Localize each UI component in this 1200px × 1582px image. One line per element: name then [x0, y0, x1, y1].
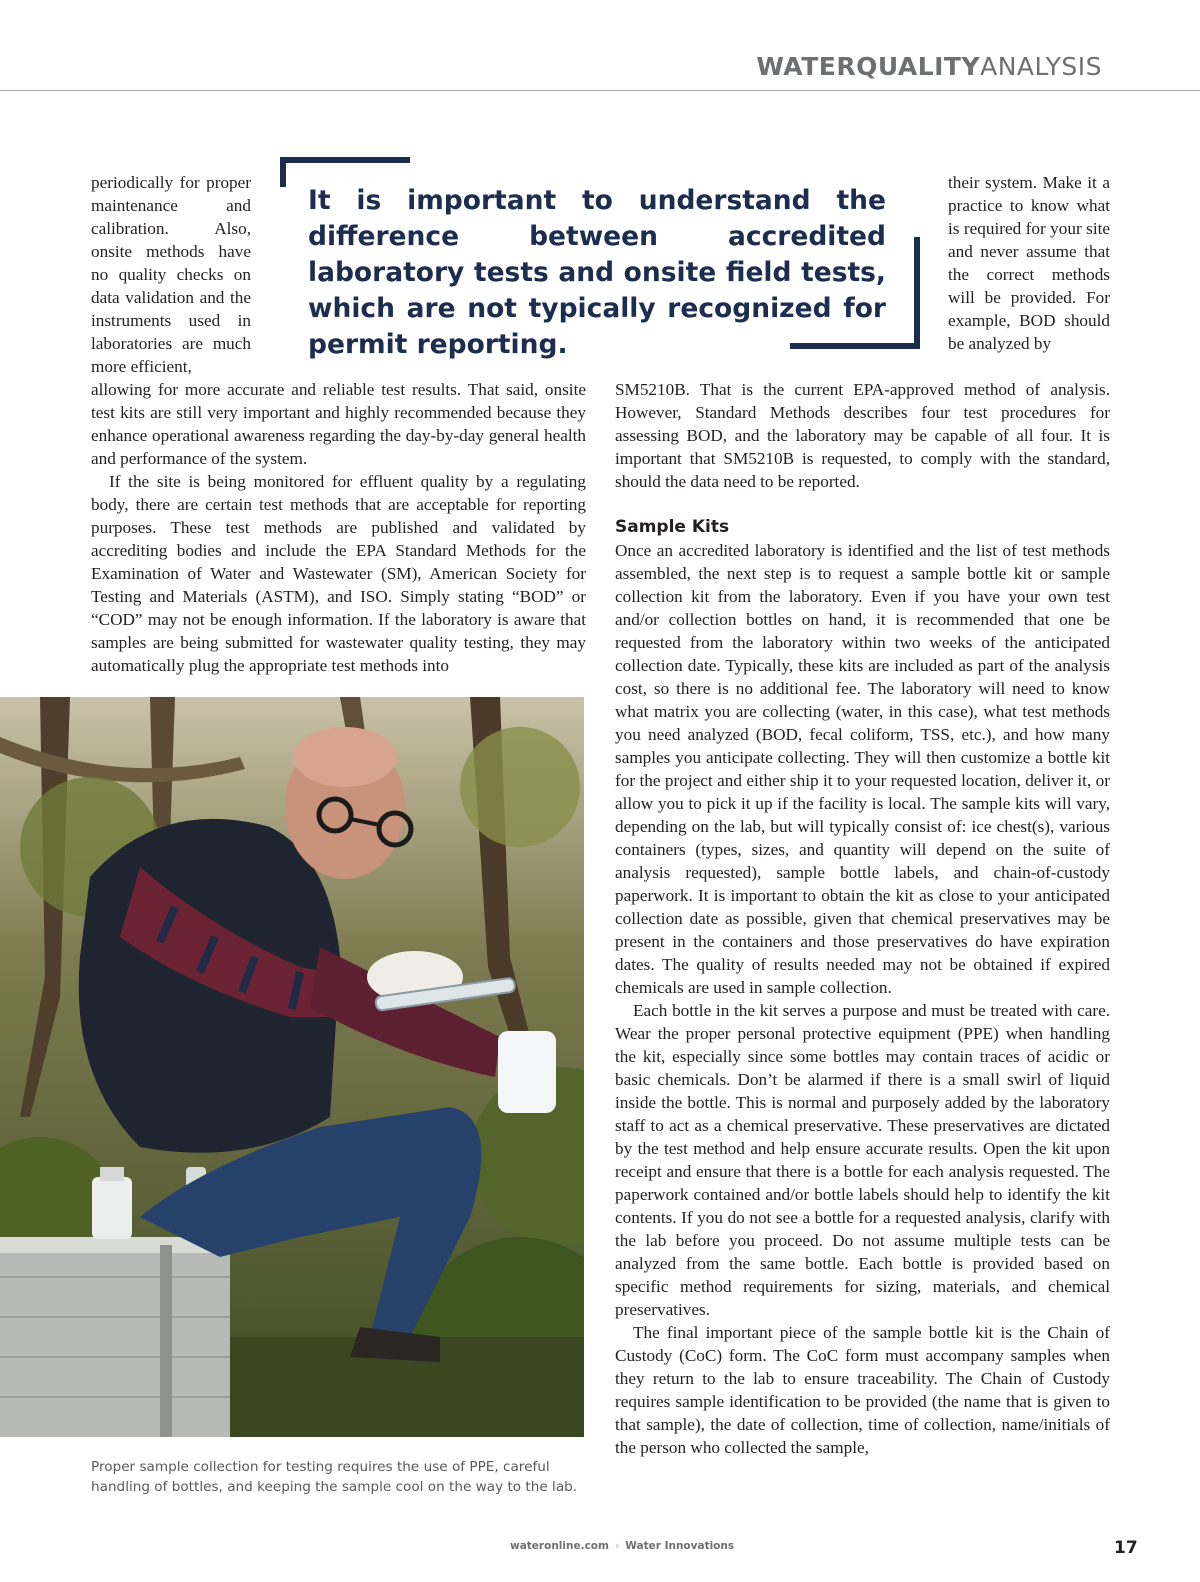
left-paragraph-1: allowing for more accurate and reliable test results. That said, onsite test kits are still very important and highly recommended because they enhance operational awareness regarding the day-by-day general health and performance of the system.	[91, 380, 586, 468]
section-heading: Sample Kits	[615, 517, 730, 537]
field-sampling-photo	[0, 697, 584, 1437]
running-header	[756, 52, 1102, 81]
right-paragraph-1: Once an accredited laboratory is identified and the list of test methods assembled, the next step is to request a sample bottle kit or sample collection kit from the laboratory. Even if you have your own test and/or collection bottles on hand, it is recommended that one be requested from the laboratory within two weeks of the anticipated collection date. Typically, these kits are included as part of the analysis cost, so there is no additional fee. The laboratory will need to know what matrix you are collecting (water, in this case), what test methods you need analyzed (BOD, fecal coliform, TSS, etc.), and how many samples you anticipate collecting. They will then customize a bottle kit for the project and either ship it to your requested location, deliver it, or allow you to pick it up if the facility is local. The sample kits will vary, depending on the lab, but will typically consist of: ice chest(s), various containers (types, sizes, and quantity will depend on the suite of analysis requested), sample bottle labels, and chain-of-custody paperwork. It is important to obtain the kit as close to your anticipated collection date as possible, given that chemical preservatives may be present in the containers and those preservatives do have expiration dates. The quality of results needed may not be obtained if expired chemicals are used in sample collection.	[615, 541, 1110, 997]
footer-separator: ›	[614, 1540, 620, 1552]
footer-site: wateronline.com	[510, 1540, 609, 1552]
page-footer	[510, 1540, 734, 1552]
left-paragraph-2: If the site is being monitored for effluent quality by a regulating body, there are certain test methods that are acceptable for reporting purposes. These test methods are published and validated by accrediting bodies and include the EPA Standard Methods for the Examination of Water and Wastewater (SM), American Society for Testing and Materials (ASTM), and ISO. Simply stating “BOD” or “COD” may not be enough information. If the laboratory is aware that samples are being submitted for wastewater quality testing, they may automatically plug the appropriate test methods into	[91, 472, 586, 675]
right-paragraph-2: Each bottle in the kit serves a purpose and must be treated with care. Wear the proper personal protective equipment (PPE) when handling the kit, especially since some bottles may contain traces of acidic or basic chemicals. Don’t be alarmed if there is a small swirl of liquid inside the bottle. This is normal and purposely added by the laboratory staff to act as a chemical preservative. These preservatives are dictated by the test method and help ensure accurate results. Open the kit upon receipt and ensure that there is a bottle for each analysis requested. The paperwork contained and/or bottle labels should help to identify the kit contents. If you do not see a bottle for a requested analysis, clarify with the lab before you proceed. Do not assume multiple tests can be analyzed from the same bottle. Each bottle is provided based on specific method requirements for sizing, materials, and chemical preservatives.	[615, 1001, 1110, 1319]
right-column	[615, 516, 1110, 1459]
pull-quote-bracket-top	[280, 157, 410, 163]
pull-quote-text: It is important to understand the difference between accredited laboratory tests and onsite field tests, which are not typically recognized for permit reporting.	[308, 185, 886, 360]
page-number: 17	[1114, 1538, 1138, 1558]
header-rule	[0, 90, 1200, 91]
pull-quote-bracket-left	[280, 157, 286, 187]
narrow-left-text: periodically for proper maintenance and calibration. Also, onsite methods have no quality checks on data validation and the instruments used in laboratories are much more efficient,	[91, 173, 251, 376]
photo-caption: Proper sample collection for testing requires the use of PPE, careful handling of bottles, and keeping the sample cool on the way to the lab.	[91, 1458, 578, 1495]
right-paragraph-3: The final important piece of the sample bottle kit is the Chain of Custody (CoC) form. The CoC form must accompany samples when they return to the lab to ensure traceability. The Chain of Custody requires sample identification to be provided (the name that is given to that sample), the date of collection, time of collection, name/initials of the person who collected the sample,	[615, 1323, 1110, 1457]
pull-quote-bracket-right	[914, 237, 920, 349]
right-paragraph-top: SM5210B. That is the current EPA-approved method of analysis. However, Standard Methods describes four test procedures for assessing BOD, and the laboratory may be capable of all four. It is important that SM5210B is requested, to comply with the standard, should the data need to be reported.	[615, 380, 1110, 491]
header-light: ANALYSIS	[980, 52, 1102, 81]
left-column	[91, 378, 586, 677]
footer-publication: Water Innovations	[625, 1540, 735, 1552]
narrow-right-text: their system. Make it a practice to know what is required for your site and never assume that the correct methods will be provided. For example, BOD should be analyzed by	[948, 173, 1110, 353]
pull-quote	[280, 157, 920, 360]
header-bold: WATERQUALITY	[756, 52, 981, 81]
